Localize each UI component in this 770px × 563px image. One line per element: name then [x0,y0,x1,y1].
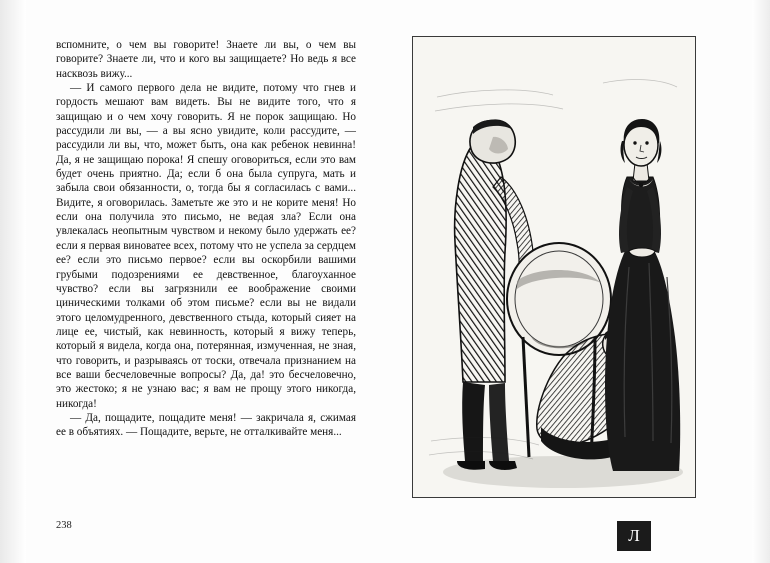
page-number: 238 [56,520,72,531]
publisher-logo: Л [617,521,651,551]
paragraph-3: — Да, пощадите, пощадите меня! — закричала я, сжимая ее в объятиях. — Пощадите, верьте, не отталкивайте меня... [56,411,356,439]
illustration-artwork [413,37,695,497]
text-column [56,38,356,440]
paragraph-1: вспомните, о чем вы говорите! Знаете ли вы, о чем вы говорите? Знаете ли, что и кого вы защищаете? Но ведь я все насквозь вижу... [56,39,356,80]
illustration-figure [412,36,696,498]
paragraph-2: — И самого первого дела не видите, потому что гнев и гордость мешают вам видеть. Вы не видите того, что я защищаю и о чем хочу говорить. Я не порок защищаю. Но рассудили ли вы, — а вы ясно увидите, коли рассудите, — рассудили ли вы, что, может быть, она как ребенок невинна! Да, я не защищаю порока! Я спешу оговориться, если это вам будет очень приятно. Да; если б она была супруга, мать и забыла свои обязанности, о, тогда бы я согласилась с вами... Видите, я оговорилась. Заметьте же это и не корите меня! Но если она получила это письмо, не ведая зла? Если она увлекалась неопытным чувством и некому было удержать ее? если я первая виноватее всех, потому что не успела за сердцем ее? если это письмо первое? если вы оскорбили вашими грубыми подозрениями ее девственное, благоуханное чувство? если вы загрязнили ее воображение своими циническими толками об этом письме? если вы не видали этого целомудренного, девственного стыда, который сияет на лице ее, чистый, как невинность, который я вижу теперь, который я видела, когда она, потерянная, измученная, не зная, что говорить, и разрываясь от тоски, отвечала признанием на все ваши бесчеловечные вопросы? Да, да! это бесчеловечно, это жестоко; я не узнаю вас; я вам не прощу этого никогда, никогда! [56,82,356,410]
